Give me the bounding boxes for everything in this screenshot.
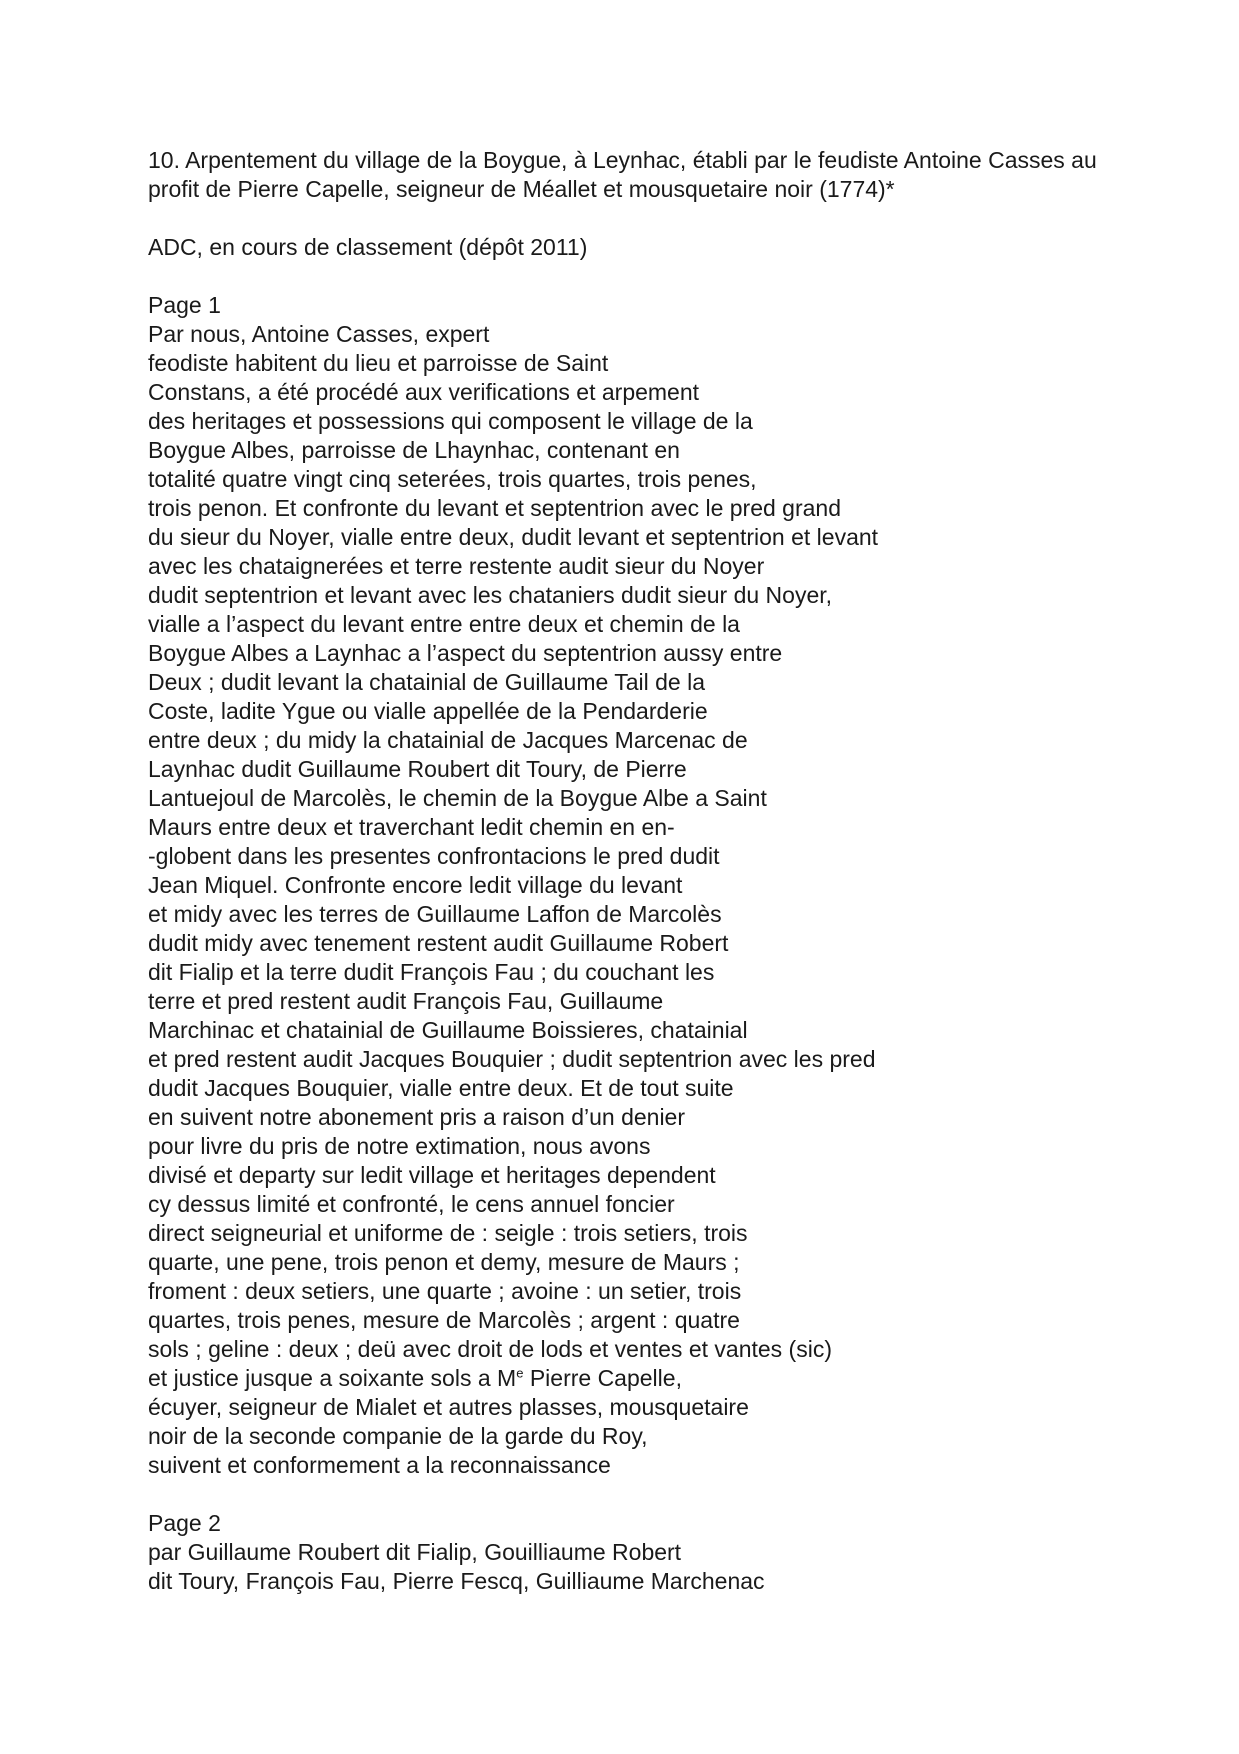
text-line: Lantuejoul de Marcolès, le chemin de la Boygue Albe a Saint — [148, 785, 767, 811]
text-line — [148, 1364, 1148, 1393]
text-line: dit Toury, François Fau, Pierre Fescq, Guilliaume Marchenac — [148, 1568, 765, 1594]
text-line: Marchinac et chatainial de Guillaume Boissieres, chatainial — [148, 1017, 748, 1043]
text-line: pour livre du pris de notre extimation, nous avons — [148, 1133, 651, 1159]
text-line: Laynhac dudit Guillaume Roubert dit Toury, de Pierre — [148, 756, 687, 782]
source-reference: ADC, en cours de classement (dépôt 2011) — [148, 234, 588, 260]
text-line: en suivent notre abonement pris a raison d’un denier — [148, 1104, 686, 1130]
text-line: noir de la seconde companie de la garde du Roy, — [148, 1423, 648, 1449]
title-line: 10. Arpentement du village de la Boygue, à Leynhac, établi par le feudiste Antoine Casses au — [148, 147, 1097, 173]
text-line: Constans, a été procédé aux verifications et arpement — [148, 379, 700, 405]
text-line: terre et pred restent audit François Fau, Guillaume — [148, 988, 664, 1014]
text-line: feodiste habitent du lieu et parroisse de Saint — [148, 350, 609, 376]
text-line: trois penon. Et confronte du levant et septentrion avec le pred grand — [148, 495, 841, 521]
text-line: des heritages et possessions qui composent le village de la — [148, 408, 753, 434]
text-segment: et justice jusque a soixante sols a M — [148, 1365, 517, 1391]
text-line: quarte, une pene, trois penon et demy, mesure de Maurs ; — [148, 1249, 740, 1275]
text-line: Boygue Albes, parroisse de Lhaynhac, contenant en — [148, 437, 680, 463]
text-line: et midy avec les terres de Guillaume Laffon de Marcolès — [148, 901, 722, 927]
text-line: dudit septentrion et levant avec les chataniers dudit sieur du Noyer, — [148, 582, 833, 608]
text-line: -globent dans les presentes confrontacions le pred dudit — [148, 843, 720, 869]
text-line: suivent et conformement a la reconnaissance — [148, 1452, 611, 1478]
text-line: Coste, ladite Ygue ou vialle appellée de la Pendarderie — [148, 698, 708, 724]
text-line: avec les chataignerées et terre restente audit sieur du Noyer — [148, 553, 765, 579]
text-line: Maurs entre deux et traverchant ledit chemin en en- — [148, 814, 675, 840]
text-line: sols ; geline : deux ; deü avec droit de lods et ventes et vantes (sic) — [148, 1336, 832, 1362]
document-title — [148, 146, 1148, 204]
text-line: dudit Jacques Bouquier, vialle entre deux. Et de tout suite — [148, 1075, 734, 1101]
text-line: dudit midy avec tenement restent audit Guillaume Robert — [148, 930, 729, 956]
text-line: vialle a l’aspect du levant entre entre deux et chemin de la — [148, 611, 740, 637]
text-line: Boygue Albes a Laynhac a l’aspect du septentrion aussy entre — [148, 640, 783, 666]
spacer — [148, 204, 1148, 233]
text-line: Jean Miquel. Confronte encore ledit village du levant — [148, 872, 683, 898]
superscript: e — [516, 1365, 524, 1381]
text-line: entre deux ; du midy la chatainial de Jacques Marcenac de — [148, 727, 748, 753]
text-line: écuyer, seigneur de Mialet et autres plasses, mousquetaire — [148, 1394, 749, 1420]
title-line: profit de Pierre Capelle, seigneur de Méallet et mousquetaire noir (1774)* — [148, 176, 895, 202]
text-line: totalité quatre vingt cinq seterées, trois quartes, trois penes, — [148, 466, 757, 492]
text-line: divisé et departy sur ledit village et heritages dependent — [148, 1162, 716, 1188]
spacer — [148, 1480, 1148, 1509]
page-1-label: Page 1 — [148, 292, 221, 318]
page-2-text — [148, 1538, 1148, 1596]
spacer — [148, 262, 1148, 291]
text-line: Par nous, Antoine Casses, expert — [148, 321, 490, 347]
text-line: et pred restent audit Jacques Bouquier ; dudit septentrion avec les pred — [148, 1046, 876, 1072]
text-line: du sieur du Noyer, vialle entre deux, dudit levant et septentrion et levant — [148, 524, 879, 550]
text-line: Deux ; dudit levant la chatainial de Guillaume Tail de la — [148, 669, 706, 695]
text-line: par Guillaume Roubert dit Fialip, Gouilliaume Robert — [148, 1539, 682, 1565]
page-1-text — [148, 320, 1148, 1480]
text-line: direct seigneurial et uniforme de : seigle : trois setiers, trois — [148, 1220, 748, 1246]
text-line: dit Fialip et la terre dudit François Fau ; du couchant les — [148, 959, 715, 985]
text-line: froment : deux setiers, une quarte ; avoine : un setier, trois — [148, 1278, 742, 1304]
text-segment: Pierre Capelle, — [523, 1365, 682, 1391]
page-2-label: Page 2 — [148, 1510, 221, 1536]
text-line: cy dessus limité et confronté, le cens annuel foncier — [148, 1191, 675, 1217]
document-body — [148, 146, 1148, 1596]
text-line: quartes, trois penes, mesure de Marcolès ; argent : quatre — [148, 1307, 740, 1333]
